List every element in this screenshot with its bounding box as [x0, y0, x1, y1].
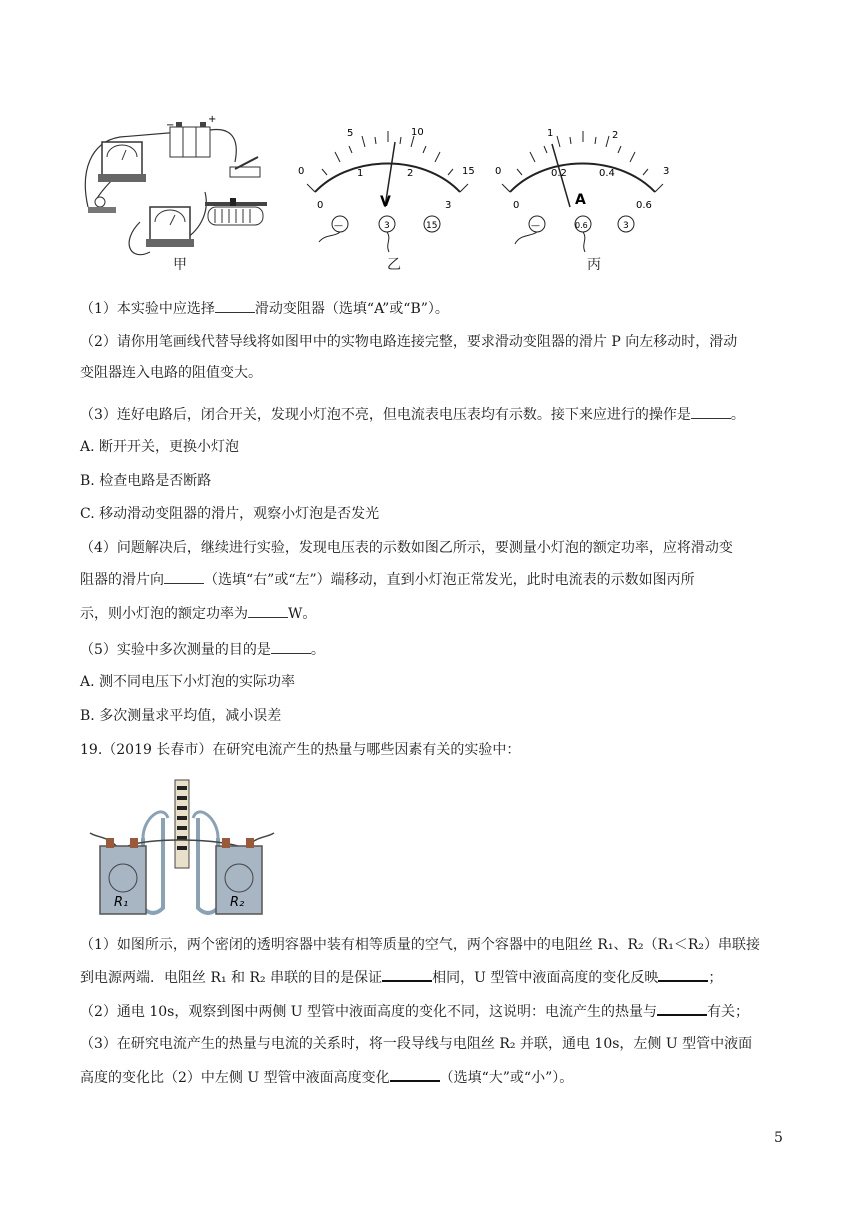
a-top-0: 0: [495, 166, 502, 177]
q19-1-line-1: （1）如图所示，两个密闭的透明容器中装有相等质量的空气，两个容器中的电阻丝 R₁、R₂（R₁＜R₂）串联接: [80, 937, 760, 953]
q3-option-b: B. 检查电路是否断路: [80, 473, 212, 489]
q3-option-c: C. 移动滑动变阻器的滑片，观察小灯泡是否发光: [80, 506, 380, 522]
a-top-1: 1: [547, 128, 554, 139]
figure-caption-jia: 甲: [173, 257, 187, 273]
answer-blank[interactable]: [215, 298, 255, 313]
v-top-0: 0: [298, 166, 305, 177]
v-terminal-3: 3: [384, 221, 390, 231]
voltmeter-unit: V: [380, 194, 391, 210]
q4-line-1: （4）问题解决后，继续进行实验，发现电压表的示数如图乙所示，要测量小灯泡的额定功率，应将滑动变: [80, 540, 733, 556]
v-bottom-2: 2: [407, 168, 414, 179]
a-bottom-2: 0.4: [599, 168, 615, 179]
v-bottom-3: 3: [445, 200, 452, 211]
answer-blank[interactable]: [691, 404, 731, 419]
q19-2-line: （2）通电 10s，观察到图中两侧 U 型管中液面高度的变化不同，这说明：电流产生的热量与 有关；: [80, 1000, 790, 1022]
answer-blank[interactable]: [248, 603, 288, 618]
svg-text:+: +: [208, 114, 217, 125]
v-bottom-0: 0: [317, 200, 324, 211]
v-top-3: 15: [462, 166, 475, 177]
a-bottom-0: 0: [513, 200, 520, 211]
q5-line: （5）实验中多次测量的目的是 。: [80, 639, 790, 660]
q5-option-b: B. 多次测量求平均值，减小误差: [80, 708, 282, 724]
ammeter-figure-bing: [495, 112, 680, 272]
a-bottom-1: 0.2: [551, 168, 567, 179]
v-top-2: 10: [411, 127, 424, 138]
ammeter-unit: A: [575, 192, 586, 208]
page-number: 5: [774, 1130, 783, 1146]
a-terminal-3: 3: [623, 221, 629, 231]
a-bottom-3: 0.6: [636, 200, 652, 211]
answer-blank[interactable]: [271, 639, 311, 654]
q3-option-a: A. 断开开关，更换小灯泡: [80, 439, 240, 455]
v-top-1: 5: [347, 128, 354, 139]
ammeter-dial: [495, 112, 680, 272]
q2-line-1: （2）请你用笔画线代替导线将如图甲中的实物电路连接完整，要求滑动变阻器的滑片 P 向左移动时，滑动: [80, 334, 738, 350]
q4-line-2: 阻器的滑片向 （选填“右”或“左”）端移动，直到小灯泡正常发光，此时电流表的示数如图丙所: [80, 569, 790, 590]
resistor-r1-label: R₁: [114, 895, 129, 910]
resistor-r2-label: R₂: [230, 895, 245, 910]
voltmeter-figure-yi: [295, 112, 480, 272]
q4-line-3: 示，则小灯泡的额定功率为 W。: [80, 603, 790, 624]
voltmeter-dial: [295, 112, 480, 272]
figure-caption-yi: 乙: [387, 257, 401, 273]
q5-option-a: A. 测不同电压下小灯泡的实际功率: [80, 674, 296, 690]
answer-blank[interactable]: [382, 966, 432, 982]
q19-heading: 19.（2019 长春市）在研究电流产生的热量与哪些因素有关的实验中：: [80, 742, 521, 758]
answer-blank[interactable]: [390, 1066, 440, 1082]
q2-line-2: 变阻器连入电路的阻值变大。: [80, 365, 262, 381]
answer-blank[interactable]: [164, 569, 204, 584]
svg-text:−: −: [166, 120, 175, 131]
a-top-3: 3: [663, 166, 670, 177]
figure-caption-bing: 丙: [587, 257, 601, 273]
v-terminal-neg: —: [334, 221, 343, 231]
q3-line: （3）连好电路后，闭合开关，发现小灯泡不亮，但电流表电压表均有示数。接下来应进行的操作是 。: [80, 404, 790, 425]
answer-blank[interactable]: [658, 966, 708, 982]
heat-experiment-figure: [88, 778, 288, 918]
a-terminal-06: 0.6: [575, 221, 588, 230]
a-top-2: 2: [612, 130, 619, 141]
q19-3-line-1: （3）在研究电流产生的热量与电流的关系时，将一段导线与电阻丝 R₂ 并联，通电 10s，左侧 U 型管中液面: [80, 1036, 753, 1052]
v-terminal-15: 15: [426, 221, 438, 231]
circuit-drawing: [80, 112, 280, 272]
q1-line: （1）本实验中应选择 滑动变阻器（选填“A”或“B”）。: [80, 298, 790, 319]
q19-1-line-2: 到电源两端．电阻丝 R₁ 和 R₂ 串联的目的是保证 相同，U 型管中液面高度的变化反映 ；: [80, 966, 790, 988]
q19-3-line-2: 高度的变化比（2）中左侧 U 型管中液面高度变化 （选填“大”或“小”）。: [80, 1066, 790, 1088]
answer-blank[interactable]: [657, 1000, 707, 1016]
a-terminal-neg: —: [531, 221, 540, 231]
v-bottom-1: 1: [357, 168, 364, 179]
circuit-figure-jia: [80, 112, 280, 272]
figure-row: [80, 112, 700, 277]
